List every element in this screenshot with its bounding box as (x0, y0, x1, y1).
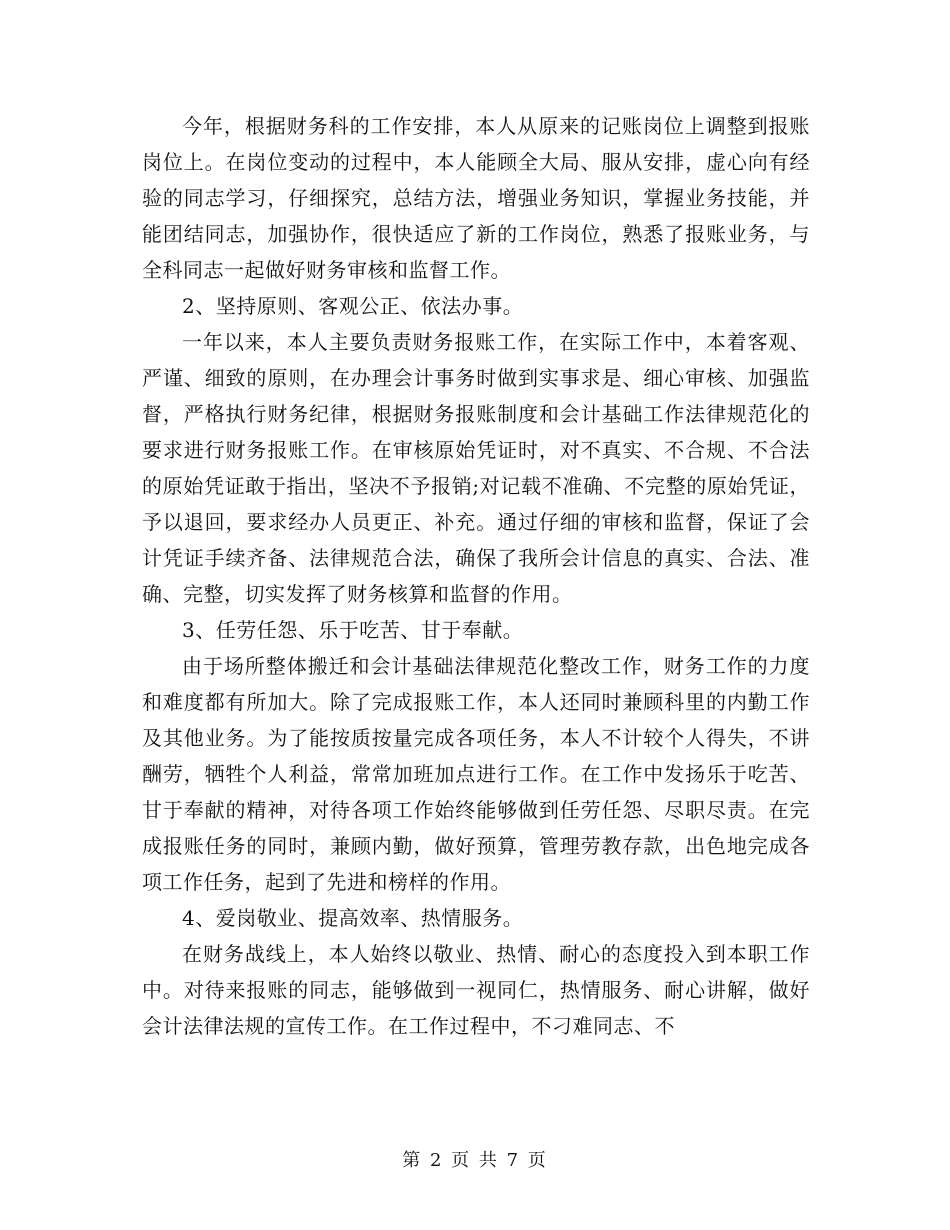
page-number-footer: 第 2 页 共 7 页 (402, 1150, 548, 1171)
section-heading: 3、任劳任怨、乐于吃苦、甘于奉献。 (182, 618, 524, 642)
paragraph: 在财务战线上，本人始终以敬业、热情、耐心的态度投入到本职工作中。对待来报账的同志，能够做到一视同仁，热情服务、耐心讲解，做好会计法律法规的宣传工作。在工作过程中，不刁难同志、不 (142, 942, 810, 1038)
section-heading: 2、坚持原则、客观公正、依法办事。 (182, 294, 524, 318)
paragraph: 今年，根据财务科的工作安排，本人从原来的记账岗位上调整到报账岗位上。在岗位变动的过程中，本人能顾全大局、服从安排，虚心向有经验的同志学习，仔细探究，总结方法，增强业务知识，掌握业务技能，并能团结同志，加强协作，很快适应了新的工作岗位，熟悉了报账业务，与全科同志一起做好财务审核和监督工作。 (142, 114, 810, 282)
paragraph: 一年以来，本人主要负责财务报账工作，在实际工作中，本着客观、严谨、细致的原则，在办理会计事务时做到实事求是、细心审核、加强监督，严格执行财务纪律，根据财务报账制度和会计基础工作法律规范化的要求进行财务报账工作。在审核原始凭证时，对不真实、不合规、不合法的原始凭证敢于指出，坚决不予报销;对记载不准确、不完整的原始凭证，予以退回，要求经办人员更正、补充。通过仔细的审核和监督，保证了会计凭证手续齐备、法律规范合法，确保了我所会计信息的真实、合法、准确、完整，切实发挥了财务核算和监督的作用。 (142, 330, 810, 606)
paragraph: 由于场所整体搬迁和会计基础法律规范化整改工作，财务工作的力度和难度都有所加大。除了完成报账工作，本人还同时兼顾科里的内勤工作及其他业务。为了能按质按量完成各项任务，本人不计较个人得失，不讲酬劳，牺牲个人利益，常常加班加点进行工作。在工作中发扬乐于吃苦、甘于奉献的精神，对待各项工作始终能够做到任劳任怨、尽职尽责。在完成报账任务的同时，兼顾内勤，做好预算，管理劳教存款，出色地完成各项工作任务，起到了先进和榜样的作用。 (142, 654, 810, 894)
document-body (142, 108, 810, 1044)
section-heading: 4、爱岗敬业、提高效率、热情服务。 (182, 906, 524, 930)
